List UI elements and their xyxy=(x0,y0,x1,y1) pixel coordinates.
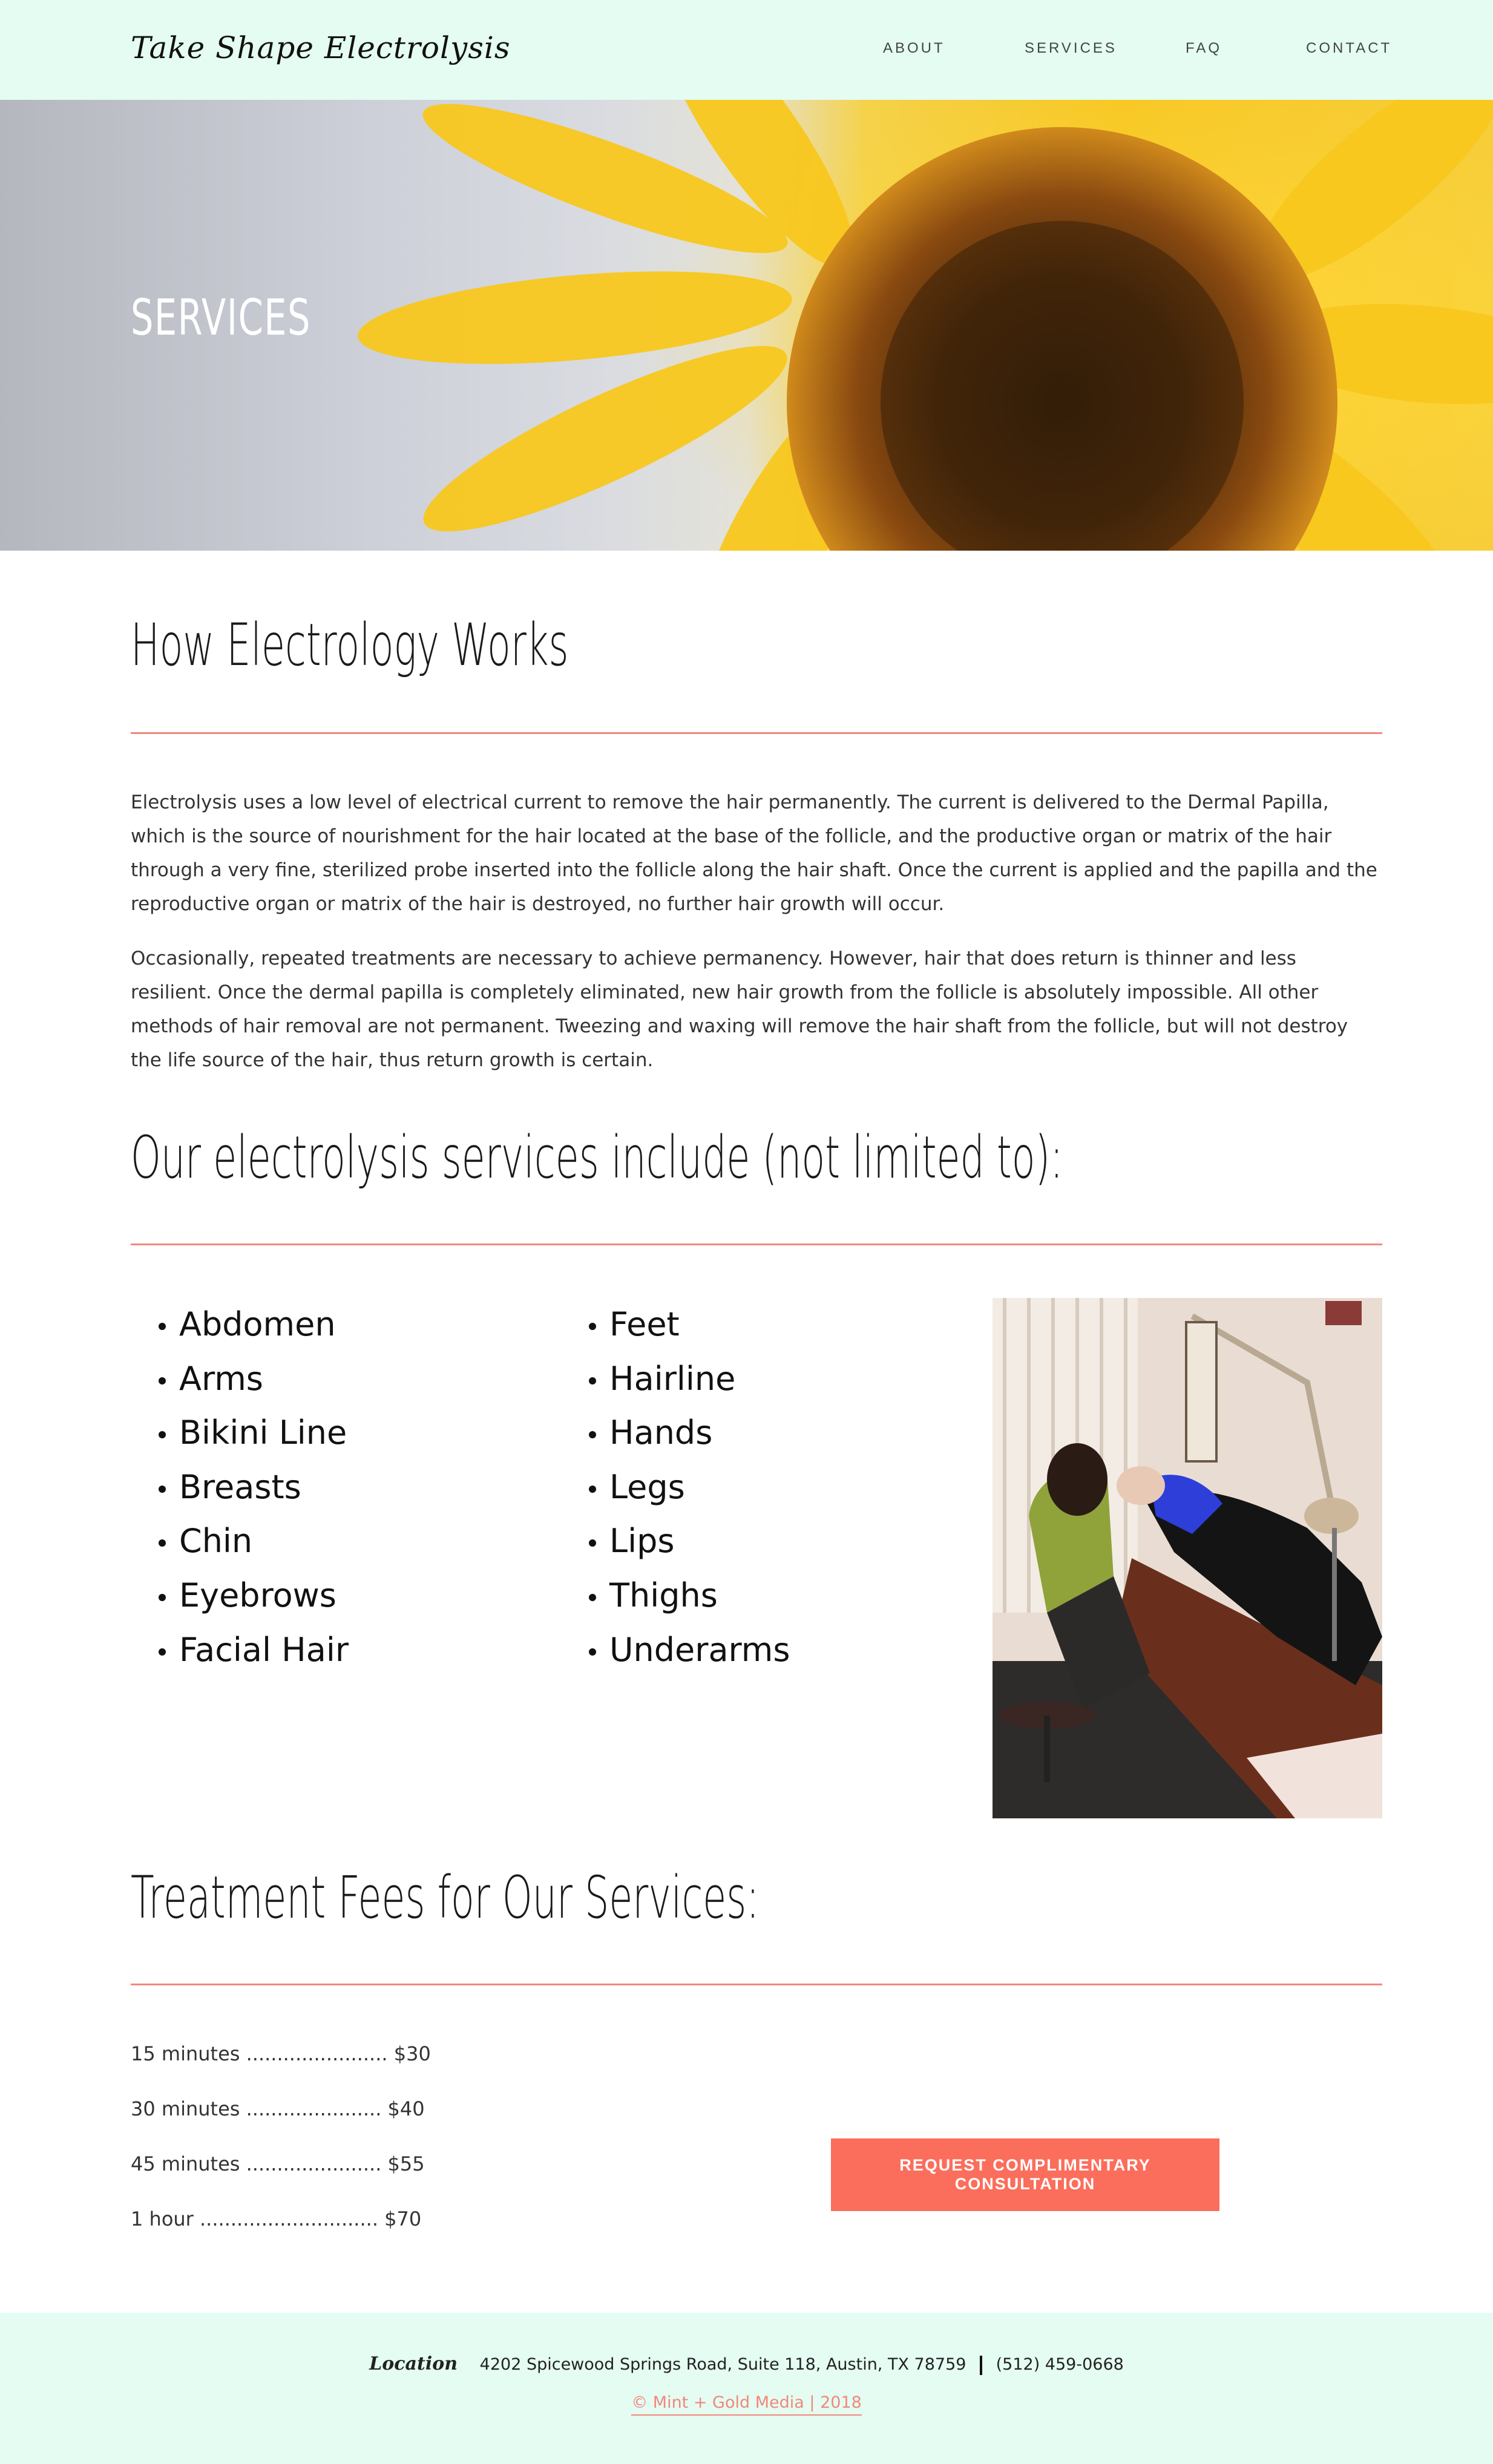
list-item: Arms xyxy=(131,1352,349,1406)
footer-phone[interactable]: (512) 459-0668 xyxy=(996,2355,1124,2374)
bullet xyxy=(589,1323,596,1330)
list-item: Eyebrows xyxy=(131,1568,349,1623)
site-header xyxy=(0,0,1493,100)
fee-45-minutes: 45 minutes ...................... $55 xyxy=(131,2152,425,2175)
services-list-right xyxy=(561,1297,790,1677)
footer-contact-row xyxy=(0,2353,1493,2375)
list-item: Abdomen xyxy=(131,1297,349,1352)
bullet xyxy=(589,1431,596,1438)
list-item: Chin xyxy=(131,1514,349,1568)
heading-treatment-fees: Treatment Fees for Our Services: xyxy=(131,1864,760,1932)
hero-banner xyxy=(0,100,1493,551)
heading-services-include: Our electrolysis services include (not limited to): xyxy=(131,1124,1063,1191)
section-divider xyxy=(131,1984,1382,1985)
site-logo[interactable]: Take Shape Electrolysis xyxy=(131,30,511,65)
bullet xyxy=(589,1648,596,1656)
fee-30-minutes: 30 minutes ...................... $40 xyxy=(131,2097,425,2120)
bullet xyxy=(159,1486,166,1493)
bullet xyxy=(159,1539,166,1547)
request-consultation-button[interactable]: REQUEST COMPLIMENTARY CONSULTATION xyxy=(831,2138,1219,2211)
bullet xyxy=(159,1648,166,1656)
list-item: Underarms xyxy=(561,1623,790,1677)
nav-services[interactable]: SERVICES xyxy=(1025,40,1117,56)
list-item: Thighs xyxy=(561,1568,790,1623)
bullet xyxy=(159,1431,166,1438)
footer-copyright xyxy=(0,2393,1493,2412)
footer-copyright-link[interactable]: © Mint + Gold Media | 2018 xyxy=(631,2393,862,2416)
bullet xyxy=(589,1377,596,1384)
bullet xyxy=(159,1323,166,1330)
section-divider xyxy=(131,1243,1382,1245)
fee-1-hour: 1 hour ............................. $70 xyxy=(131,2207,422,2230)
bullet xyxy=(589,1594,596,1601)
hero-title: SERVICES xyxy=(131,289,311,347)
fee-15-minutes: 15 minutes ....................... $30 xyxy=(131,2042,431,2065)
section-divider xyxy=(131,732,1382,734)
bullet xyxy=(589,1539,596,1547)
nav-faq[interactable]: FAQ xyxy=(1186,40,1222,56)
bullet xyxy=(159,1594,166,1601)
site-footer xyxy=(0,2313,1493,2464)
list-item: Lips xyxy=(561,1514,790,1568)
list-item: Feet xyxy=(561,1297,790,1352)
paragraph-permanency: Occasionally, repeated treatments are necessary to achieve permanency. However, hair that does return is thinner and less resilient. Once the dermal papilla is completely eliminated, new hair growth from the follicle is absolutely impossible. All other methods of hair removal are not permanent. Tweezing and waxing will remove the hair shaft from the follicle, but will not destroy the life source of the hair, thus return growth is certain. xyxy=(131,948,1348,1071)
bullet xyxy=(589,1486,596,1493)
heading-how-electrology-works: How Electrology Works xyxy=(131,611,569,679)
paragraph-how-it-works: Electrolysis uses a low level of electrical current to remove the hair permanently. The current is delivered to the Dermal Papilla, which is the source of nourishment for the hair located at the base of the follicle, and the productive organ or matrix of the hair through a very fine, sterilized probe inserted into the follicle along the hair shaft. Once the current is applied and the papilla and the reproductive organ or matrix of the hair is destroyed, no further hair growth will occur. xyxy=(131,791,1377,915)
footer-address: 4202 Spicewood Springs Road, Suite 118, Austin, TX 78759 xyxy=(479,2355,966,2374)
nav-contact[interactable]: CONTACT xyxy=(1306,40,1393,56)
treatment-photo xyxy=(993,1298,1382,1818)
list-item: Hairline xyxy=(561,1352,790,1406)
services-list-left xyxy=(131,1297,349,1677)
footer-separator xyxy=(980,2356,982,2375)
list-item: Breasts xyxy=(131,1460,349,1515)
nav-about[interactable]: ABOUT xyxy=(883,40,945,56)
footer-location-label: Location xyxy=(369,2353,458,2374)
list-item: Bikini Line xyxy=(131,1406,349,1460)
list-item: Facial Hair xyxy=(131,1623,349,1677)
treatment-photo-illustration xyxy=(993,1298,1382,1818)
list-item: Hands xyxy=(561,1406,790,1460)
list-item: Legs xyxy=(561,1460,790,1515)
bullet xyxy=(159,1377,166,1384)
